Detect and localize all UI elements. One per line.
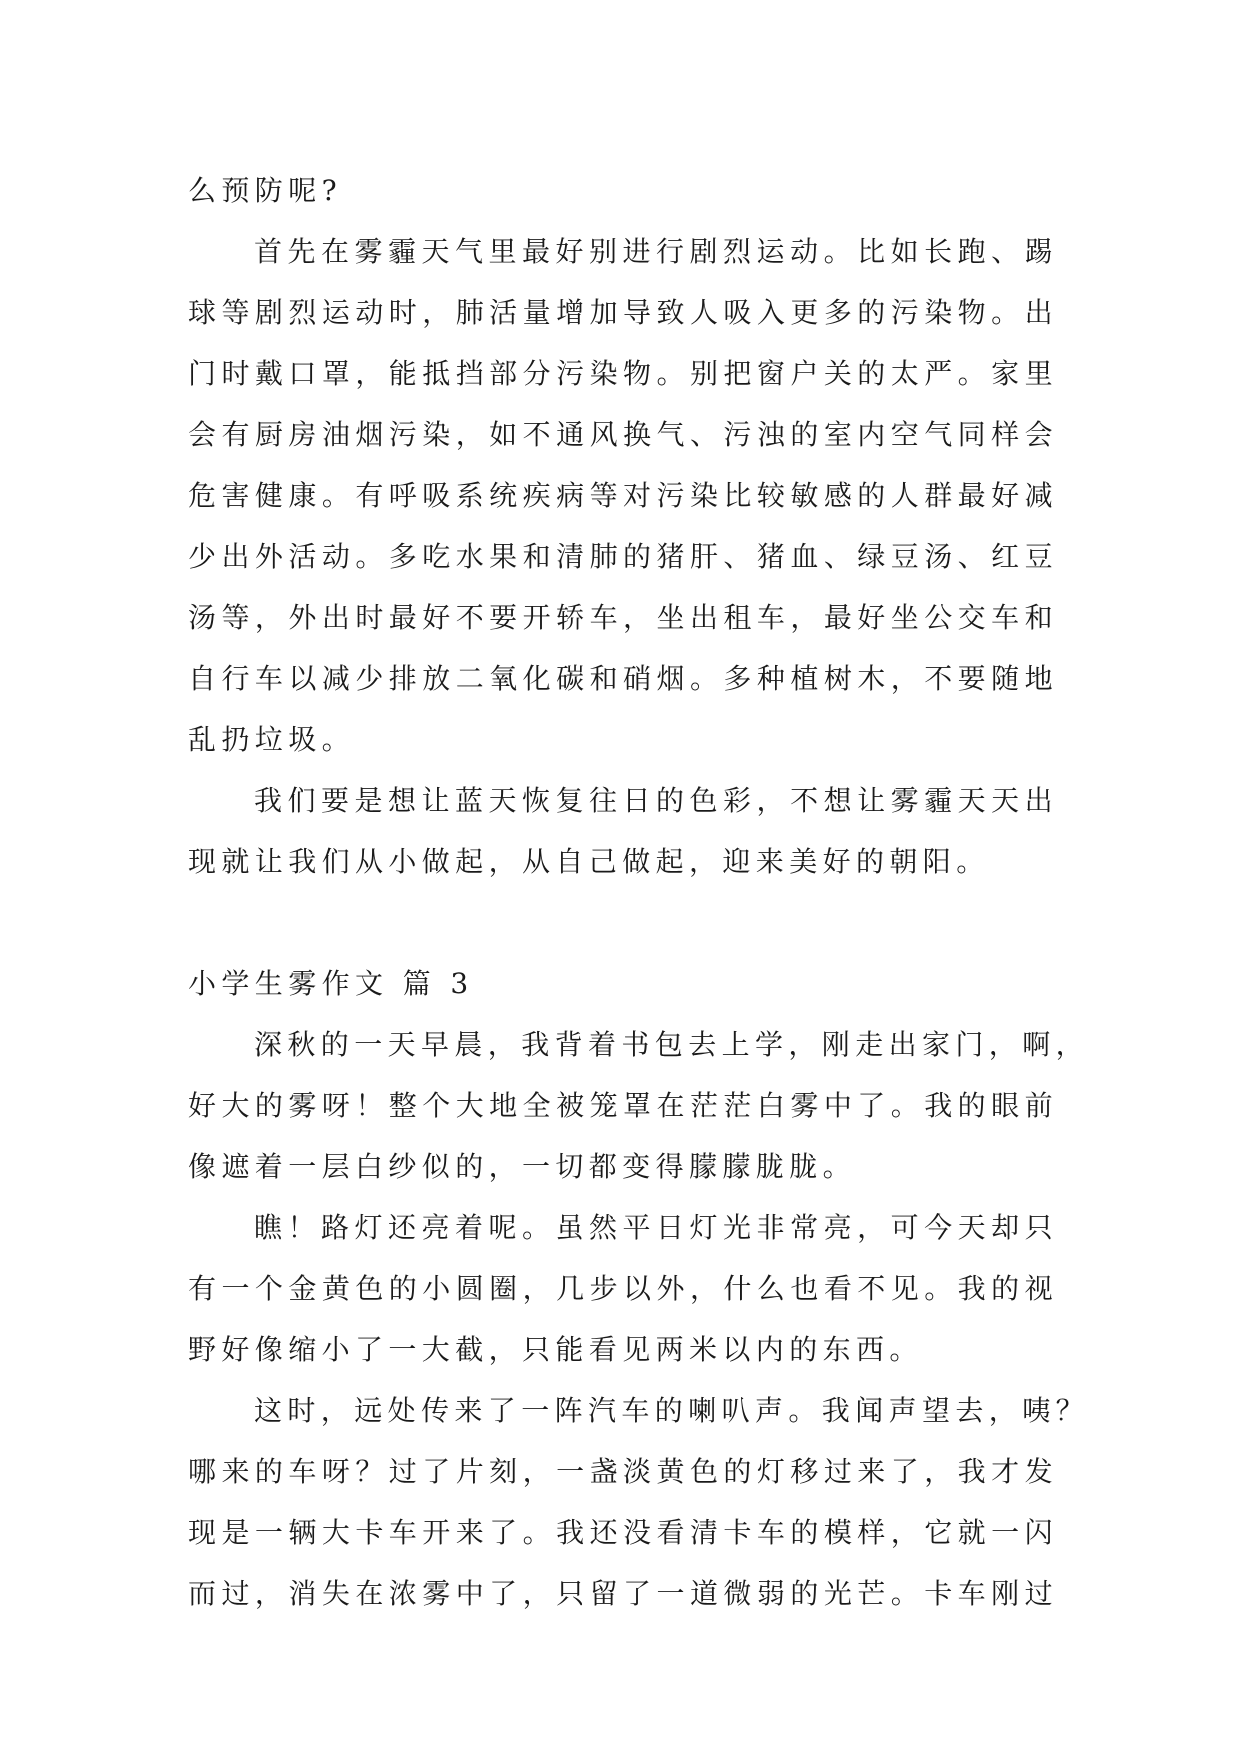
text-line: 么预防呢? — [188, 174, 343, 207]
text-line: 首先在雾霾天气里最好别进行剧烈运动。比如长跑、踢 — [254, 235, 1058, 268]
section-title: 小学生雾作文 篇 3 — [188, 967, 474, 1000]
document-page — [188, 160, 1090, 1624]
text-line: 会有厨房油烟污染，如不通风换气、污浊的室内空气同样会 — [188, 418, 1058, 451]
text-line: 而过，消失在浓雾中了，只留了一道微弱的光芒。卡车刚过 — [188, 1577, 1058, 1610]
text-line: 哪来的车呀？过了片刻，一盏淡黄色的灯移过来了，我才发 — [188, 1455, 1058, 1488]
text-line: 危害健康。有呼吸系统疾病等对污染比较敏感的人群最好减 — [188, 479, 1058, 512]
text-line: 野好像缩小了一大截，只能看见两米以内的东西。 — [188, 1333, 923, 1366]
text-line: 好大的雾呀！整个大地全被笼罩在茫茫白雾中了。我的眼前 — [188, 1089, 1058, 1122]
paragraph-prevention — [188, 221, 1058, 770]
paragraph-conclusion — [188, 770, 1058, 892]
text-line: 深秋的一天早晨，我背着书包去上学，刚走出家门，啊， — [254, 1028, 1090, 1061]
text-line: 球等剧烈运动时，肺活量增加导致人吸入更多的污染物。出 — [188, 296, 1058, 329]
text-line: 少出外活动。多吃水果和清肺的猪肝、猪血、绿豆汤、红豆 — [188, 540, 1058, 573]
text-line: 汤等，外出时最好不要开轿车，坐出租车，最好坐公交车和 — [188, 601, 1058, 634]
text-line: 这时，远处传来了一阵汽车的喇叭声。我闻声望去，咦？ — [254, 1394, 1090, 1427]
text-line: 有一个金黄色的小圆圈，几步以外，什么也看不见。我的视 — [188, 1272, 1058, 1305]
text-line: 我们要是想让蓝天恢复往日的色彩，不想让雾霾天天出 — [254, 784, 1058, 817]
text-line: 现就让我们从小做起，从自己做起，迎来美好的朝阳。 — [188, 845, 990, 878]
text-line: 乱扔垃圾。 — [188, 723, 356, 756]
text-line: 瞧！路灯还亮着呢。虽然平日灯光非常亮，可今天却只 — [254, 1211, 1058, 1244]
paragraph-street-lamp — [188, 1197, 1058, 1380]
text-line: 现是一辆大卡车开来了。我还没看清卡车的模样，它就一闪 — [188, 1516, 1058, 1549]
text-line: 门时戴口罩，能抵挡部分污染物。别把窗户关的太严。家里 — [188, 357, 1058, 390]
text-line: 自行车以减少排放二氧化碳和硝烟。多种植树木，不要随地 — [188, 662, 1058, 695]
text-line: 像遮着一层白纱似的，一切都变得朦朦胧胧。 — [188, 1150, 857, 1183]
paragraph-morning-fog — [188, 1014, 1090, 1197]
paragraph-truck — [188, 1380, 1090, 1624]
